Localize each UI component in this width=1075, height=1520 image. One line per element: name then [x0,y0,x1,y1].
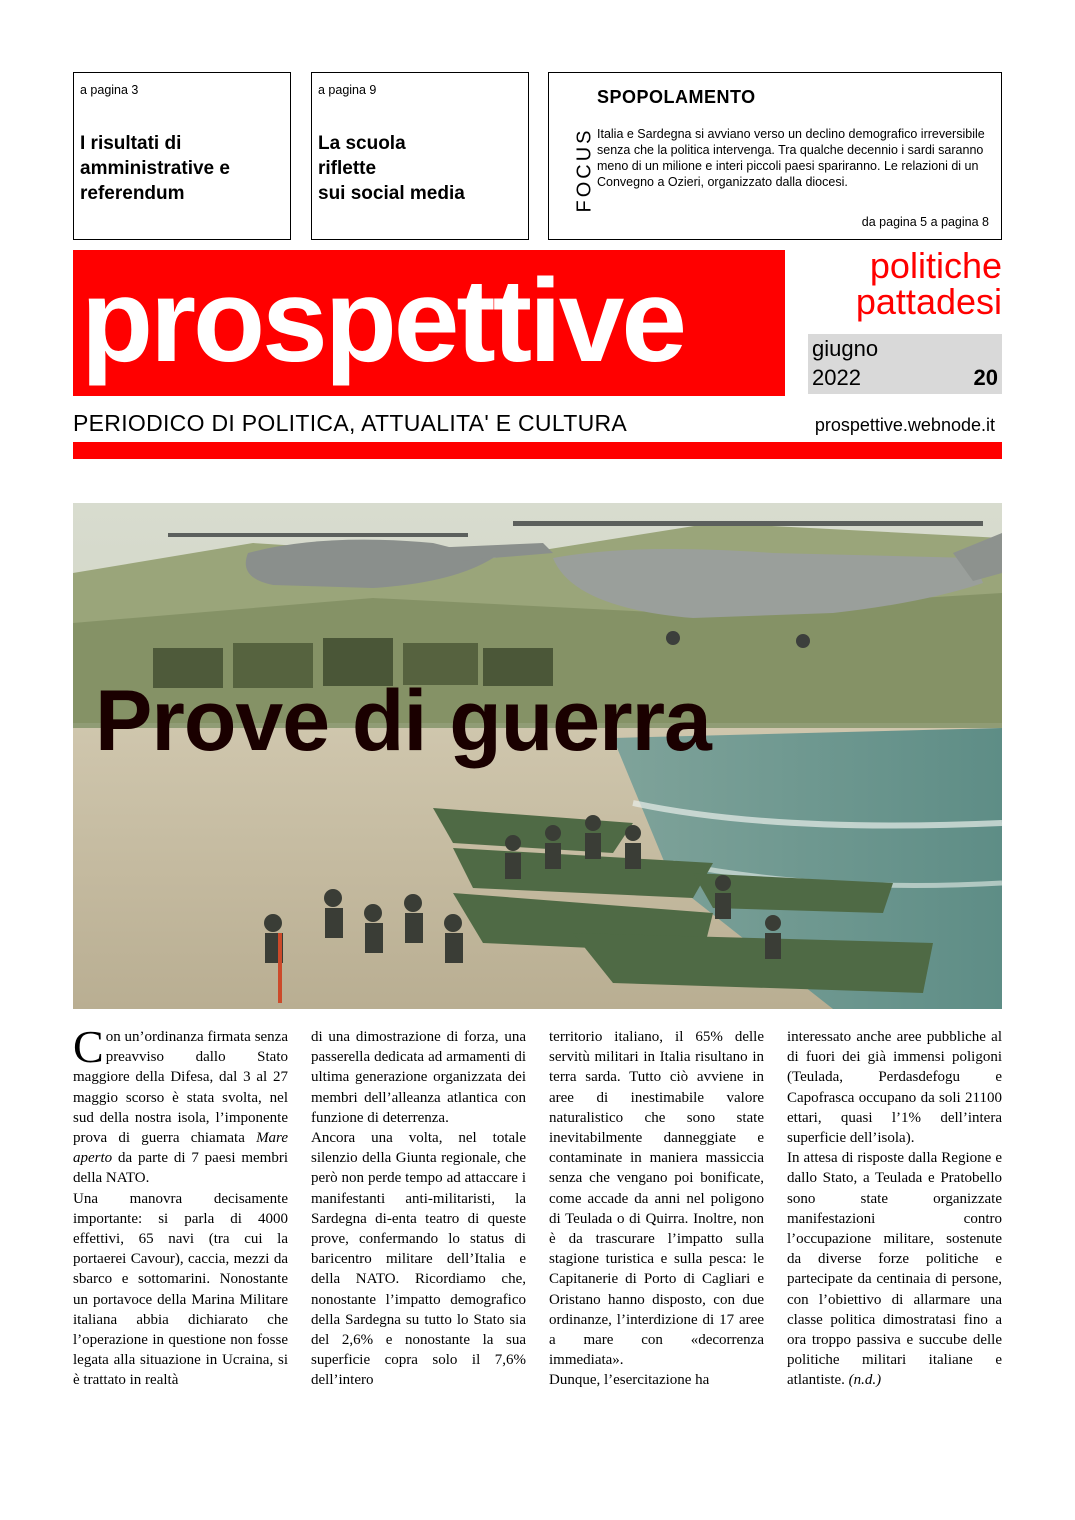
focus-box[interactable] [548,72,1002,240]
teaser-box-1[interactable] [73,72,291,240]
side-line-2: pattadesi [855,281,1002,322]
focus-page-ref: da pagina 5 a pagina 8 [861,215,989,229]
issue-year: 2022 [812,365,861,390]
article-column-2 [311,1027,526,1391]
article-paragraph: Una manovra decisamente importante: si parla di 4000 effettivi, 65 navi (tra cui la portaerei Cavour), caccia, mezzi da sbarco e sottomarini. Nonostante un portavoce della Marina Militare italiana abbia dichiarato che l’operazione in questione non fosse legata alla situazione in Ucraina, si è trattato in realtà [73,1190,288,1389]
article-paragraph: Ancora una volta, nel totale silenzio della Giunta regionale, che però non perde tempo ad attaccare i manifestanti anti-militaristi, la Sardegna di-enta teatro di queste prove, confermando lo status di baricentro militare dell’Italia e della NATO. Ricordiamo che, nonostante l’impatto demografico della Sardegna su tutto lo Stato sia del 2,6% e nonostante la sua superficie copra solo il 7,6% dell’intero [311,1130,526,1389]
article-column-4 [787,1027,1002,1391]
article-text: on un’ordinanza firmata senza preavviso dallo Stato maggiore della Difesa, dal 3 al 27 maggio scorso è stata svolta, nel sud della nostra isola, l’imponente prova di guerra chiamata [73,1029,288,1147]
article-paragraph: di una dimostrazione di forza, una passerella dedicata ad armamenti di ultima generazione organizzata dei membri dell’alleanza atlantica con funzione di deterrenza. [311,1029,526,1126]
article-column-1 [73,1021,288,1391]
red-rule [73,442,1002,459]
article-signature: (n.d.) [848,1372,882,1389]
cover-photo [73,503,1002,1009]
masthead-title: prospettive [81,255,685,387]
focus-label: FOCUS [573,127,596,213]
teaser-page-ref: a pagina 9 [318,83,377,97]
cover-headline: Prove di guerra [95,673,711,769]
issue-number: 20 [973,365,998,390]
focus-text: Italia e Sardegna si avviano verso un declino demografico irreversibile senza che la politica intervenga. Tra qualche decennio i sardi saranno meno di un milione e interi piccoli paesi spariranno. Le relazioni di un Convegno a Ozieri, organizzato dalla diocesi. [597,127,985,189]
article-paragraph: interessato anche aree pubbliche al di fuori dei già immensi poligoni (Teulada, Perdasdefogu e Capofrasca occupano da soli 21100 ettari, quasi l’1% dell’intera superficie dell’isola). [787,1029,1002,1147]
article-text: In attesa di risposte dalla Regione e dallo Stato, a Teulada e Pratobello sono state organizzate manifestazioni contro l’occupazione militare, sostenute da diverse forze politiche e partecipate da centinaia di persone, con l’obiettivo di allarmare una classe politica dimostratasi fino a ora troppo passiva e succube delle politiche militari italiane e atlantiste. [787,1150,1002,1389]
article-paragraph: territorio italiano, il 65% delle servitù militari in Italia risultano in terra sarda. Tutto ciò avviene in aree di inestimabile valore naturalistico che sono state inevitabilmente danneggiate e contaminate in maniera massiccia senza che vengano poi bonificate, come accade da anni nel poligono di Teulada o di Quirra. Inoltre, non è da trascurare l’impatto sulla stagione turistica e sulla pesca: le Capitanerie di Porto di Cagliari e Oristano hanno disposto, con due ordinanze, l’interdizione di 17 aree a mare con «decorrenza immediata». [549,1029,764,1369]
masthead-subtitle: PERIODICO DI POLITICA, ATTUALITA' E CULTURA [73,410,628,436]
masthead-side-title [808,245,1002,322]
article-text: da parte di 7 paesi membri della NATO. [73,1150,288,1187]
teaser-headline: I risultati di amministrative e referendum [80,133,230,204]
issue-date-box [808,334,1002,394]
masthead-banner [73,250,785,396]
issue-month: giugno [812,336,879,361]
side-line-1: politiche [869,245,1002,286]
dropcap: C [73,1021,104,1072]
focus-title: SPOPOLAMENTO [597,87,756,107]
website-link[interactable]: prospettive.webnode.it [814,415,995,435]
article-italic: Mare aperto [73,1130,288,1167]
article-column-3 [549,1027,764,1391]
teaser-page-ref: a pagina 3 [80,83,139,97]
teaser-headline: La scuola riflette sui social media [318,133,465,204]
teaser-box-2[interactable] [311,72,529,240]
article-paragraph: Dunque, l’esercitazione ha [549,1372,710,1389]
